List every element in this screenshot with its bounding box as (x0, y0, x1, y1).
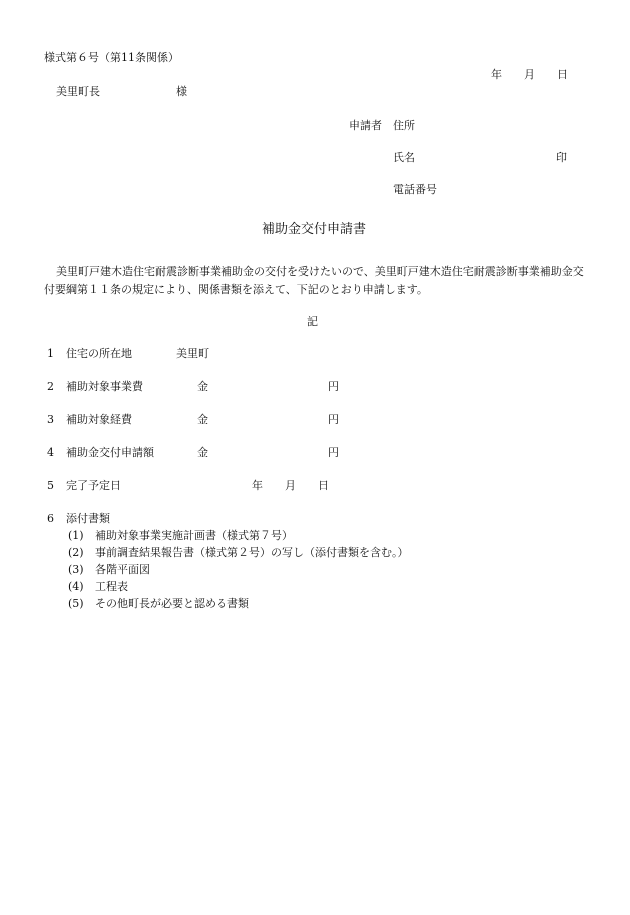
item-3-unit: 円 (328, 413, 339, 426)
subitem-text: 工程表 (95, 580, 128, 593)
item-5-day: 日 (318, 479, 329, 492)
ki-heading: 記 (307, 315, 318, 328)
subitem-number: (1) (68, 529, 84, 542)
item-1-label: 住宅の所在地 (66, 347, 132, 360)
subitem-number: (2) (68, 546, 84, 559)
item-3-prefix: 金 (197, 413, 208, 426)
applicant-role-label: 申請者 (349, 119, 382, 132)
item-2-unit: 円 (328, 380, 339, 393)
item-5-year: 年 (252, 479, 263, 492)
item-1-number: 1 (47, 347, 54, 360)
subitem-number: (4) (68, 580, 84, 593)
item-4-number: 4 (47, 446, 54, 459)
date-year: 年 (491, 68, 502, 81)
item-6-number: 6 (47, 512, 54, 525)
date-day: 日 (557, 68, 568, 81)
item-4-label: 補助金交付申請額 (66, 446, 154, 459)
body-line-1: 美里町戸建木造住宅耐震診断事業補助金の交付を受けたいので、美里町戸建木造住宅耐震診断事業補助金交 (56, 265, 584, 278)
form-number: 様式第６号（第11条関係） (44, 51, 179, 64)
seal-mark: 印 (556, 151, 567, 164)
item-5-number: 5 (47, 479, 54, 492)
item-2-prefix: 金 (197, 380, 208, 393)
subitem-number: (5) (68, 597, 84, 610)
addressee-name: 美里町長 (56, 85, 100, 98)
addressee-honorific: 様 (176, 85, 187, 98)
subitem-text: 補助対象事業実施計画書（様式第７号） (95, 529, 293, 542)
subitem-text: その他町長が必要と認める書類 (95, 597, 249, 610)
subitem-number: (3) (68, 563, 84, 576)
date-month: 月 (524, 68, 535, 81)
applicant-name-label: 氏名 (393, 151, 415, 164)
subitem-text: 事前調査結果報告書（様式第２号）の写し（添付書類を含む。） (95, 546, 409, 559)
item-2-number: 2 (47, 380, 54, 393)
item-3-number: 3 (47, 413, 54, 426)
subitem-text: 各階平面図 (95, 563, 150, 576)
item-6-label: 添付書類 (66, 512, 110, 525)
item-5-label: 完了予定日 (66, 479, 121, 492)
item-4-prefix: 金 (197, 446, 208, 459)
item-2-label: 補助対象事業費 (66, 380, 143, 393)
item-5-month: 月 (285, 479, 296, 492)
item-4-unit: 円 (328, 446, 339, 459)
applicant-address-label: 住所 (393, 119, 415, 132)
applicant-phone-label: 電話番号 (393, 183, 437, 196)
body-line-2: 付要綱第１１条の規定により、関係書類を添えて、下記のとおり申請します。 (44, 283, 428, 296)
item-3-label: 補助対象経費 (66, 413, 132, 426)
item-1-value: 美里町 (176, 347, 209, 360)
document-title: 補助金交付申請書 (262, 222, 367, 237)
